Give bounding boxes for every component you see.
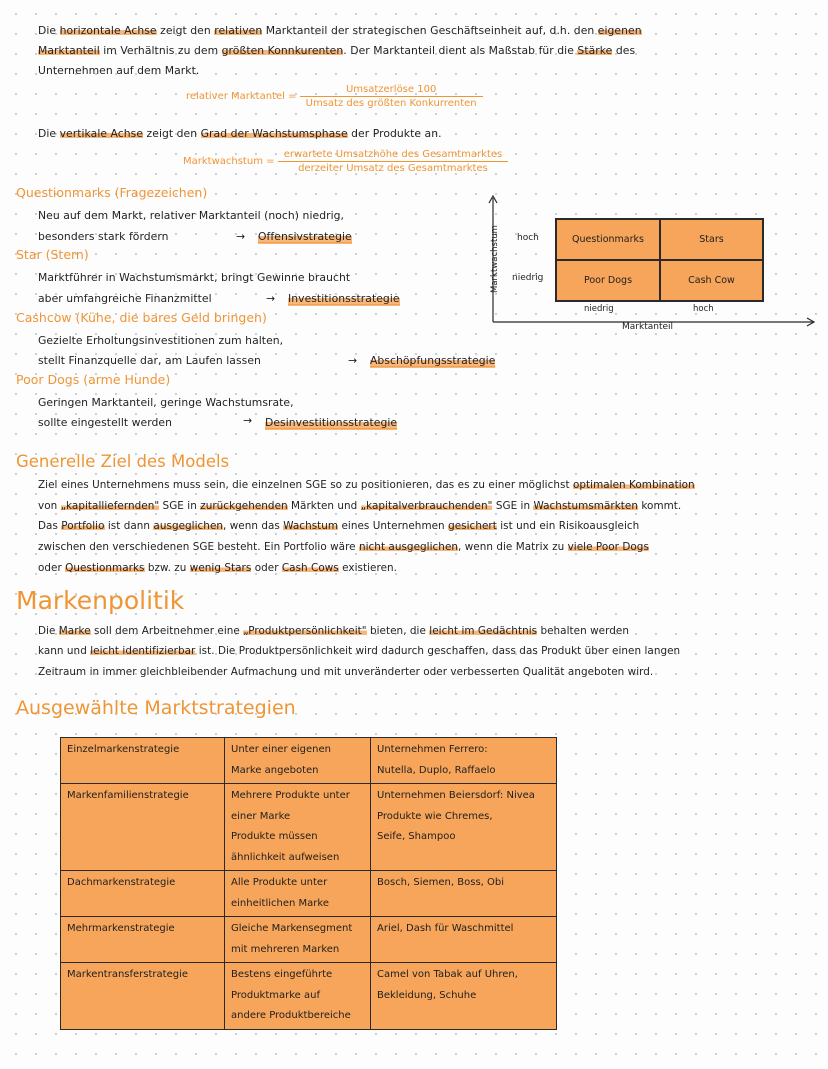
- category-title: Star (Stern): [16, 247, 89, 262]
- category-line: sollte eingestellt werden: [38, 416, 172, 429]
- example-line: Nutella, Duplo, Raffaelo: [377, 764, 496, 776]
- strategy-example: [371, 963, 557, 1030]
- description-line: Gleiche Markensegment: [231, 923, 353, 934]
- cell-cash-cow: Cash Cow: [660, 260, 763, 301]
- strategy-name: Markenfamilienstrategie: [61, 784, 225, 871]
- strategy-example: [371, 871, 557, 917]
- brand-line-3: Zeitraum in immer gleichbleibender Aufmachung und mit unveränderter oder verbesserten Qualität angeboten wird.: [38, 666, 654, 678]
- goal-heading: Generelle Ziel des Models: [16, 452, 230, 471]
- formula-2-denominator: derzeiter Umsatz des Gesamtmarktes: [298, 163, 488, 174]
- strategy-example: [371, 738, 557, 784]
- cell-poor-dogs: Poor Dogs: [556, 260, 660, 301]
- strategy-name: Einzelmarkenstrategie: [61, 738, 225, 784]
- arrow-icon: →: [348, 354, 358, 367]
- category-line: Marktführer in Wachstumsmarkt, bringt Gewinne braucht: [38, 271, 351, 284]
- category-line: aber umfangreiche Finanzmittel: [38, 292, 212, 305]
- arrow-icon: →: [266, 292, 276, 305]
- example-line: Unternehmen Beiersdorf: Nivea: [377, 790, 535, 801]
- cell-questionmarks: Questionmarks: [556, 219, 660, 260]
- description-line: Mehrere Produkte unter: [231, 790, 350, 801]
- example-line: Camel von Tabak auf Uhren,: [377, 969, 518, 980]
- description-line: Unter einer eigenen: [231, 744, 331, 755]
- goal-line-5: oder Questionmarks bzw. zu wenig Stars oder Cash Cows existieren.: [38, 562, 398, 574]
- example-line: Unternehmen Ferrero:: [377, 744, 488, 755]
- formula-2-numerator: erwartete Umsatzhöhe des Gesamtmarktes: [278, 148, 509, 162]
- brand-line-1: Die Marke soll dem Arbeitnehmer eine „Produktpersönlichkeit" bieten, die leicht im Gedächtnis behalten werden: [38, 625, 629, 637]
- table-row: [61, 917, 557, 963]
- description-line: ähnlichkeit aufweisen: [231, 851, 340, 863]
- category-strategy: Investitionsstrategie: [288, 289, 400, 309]
- row-label-low: niedrig: [512, 273, 544, 283]
- formula-market-growth: [183, 148, 508, 175]
- category-line: Gezielte Erholtungsinvestitionen zum halten,: [38, 334, 284, 347]
- formula-2-label: Marktwachstum =: [183, 156, 275, 167]
- formula-1-denominator: Umsatz des größten Konkurrenten: [305, 98, 477, 109]
- strategy-name: Markentransferstrategie: [61, 963, 225, 1030]
- strategy-description: [225, 963, 371, 1030]
- category-line: Geringen Marktanteil, geringe Wachstumsrate,: [38, 396, 294, 409]
- goal-line-1: Ziel eines Unternehmens muss sein, die einzelnen SGE so zu positionieren, das es zu einer möglichst optimalen Kombination: [38, 479, 695, 491]
- strategy-description: [225, 917, 371, 963]
- strategy-description: [225, 871, 371, 917]
- example-line: Bekleidung, Schuhe: [377, 989, 477, 1001]
- description-line: Marke angeboten: [231, 764, 319, 776]
- description-line: Produkte müssen: [231, 831, 318, 842]
- description-line: mit mehreren Marken: [231, 943, 340, 955]
- formula-relative-market-share: [186, 83, 483, 110]
- intro-line-3: Unternehmen auf dem Markt.: [38, 64, 200, 77]
- strategy-description: [225, 784, 371, 871]
- strategies-heading: Ausgewählte Marktstrategien: [16, 697, 296, 719]
- table-row: [61, 871, 557, 917]
- table-row: [61, 963, 557, 1030]
- cell-stars: Stars: [660, 219, 763, 260]
- description-line: einheitlichen Marke: [231, 897, 329, 909]
- category-strategy: Offensivstrategie: [258, 227, 352, 247]
- strategy-name: Dachmarkenstrategie: [61, 871, 225, 917]
- category-title: Poor Dogs (arme Hunde): [16, 372, 171, 387]
- table-row: [61, 738, 557, 784]
- intro-line-1: Die horizontale Achse zeigt den relativen Marktanteil der strategischen Geschäftseinheit auf, d.h. den eigenen: [38, 24, 642, 37]
- arrow-icon: →: [243, 414, 253, 427]
- brand-line-2: kann und leicht identifizierbar ist. Die Produktpersönlichkeit wird dadurch geschaffen, dass das Produkt über einen langen: [38, 645, 681, 657]
- goal-line-3: Das Portfolio ist dann ausgeglichen, wenn das Wachstum eines Unternehmen gesichert ist und ein Risikoausgleich: [38, 520, 640, 532]
- col-label-low: niedrig: [584, 304, 614, 314]
- description-line: andere Produktbereiche: [231, 1010, 351, 1021]
- strategy-name: Mehrmarkenstrategie: [61, 917, 225, 963]
- brand-heading: Markenpolitik: [16, 586, 185, 615]
- description-line: Bestens eingeführte: [231, 969, 333, 980]
- row-label-high: hoch: [517, 233, 539, 243]
- category-strategy: Desinvestitionsstrategie: [265, 413, 397, 433]
- description-line: Produktmarke auf: [231, 989, 320, 1001]
- goal-line-4: zwischen den verschiedenen SGE besteht. Ein Portfolio wäre nicht ausgeglichen, wenn die Matrix zu viele Poor Dogs: [38, 541, 649, 553]
- description-line: Alle Produkte unter: [231, 877, 328, 888]
- category-title: Questionmarks (Fragezeichen): [16, 185, 208, 200]
- strategy-example: [371, 917, 557, 963]
- category-line: stellt Finanzquelle dar, am Laufen lassen: [38, 354, 261, 367]
- y-axis-label: Marktwachstum: [490, 225, 500, 293]
- example-line: Bosch, Siemen, Boss, Obi: [377, 877, 505, 888]
- formula-1-label: relativer Marktantel =: [186, 91, 297, 102]
- bcg-matrix: [555, 218, 764, 302]
- formula-1-numerator: Umsatzerlöse 100: [300, 83, 483, 97]
- strategy-description: [225, 738, 371, 784]
- strategies-table: [60, 737, 557, 1030]
- category-line: besonders stark fördern: [38, 230, 169, 243]
- x-axis-label: Marktanteil: [622, 322, 674, 332]
- category-line: Neu auf dem Markt, relativer Marktanteil (noch) niedrig,: [38, 209, 345, 222]
- category-strategy: Abschöpfungsstrategie: [370, 351, 495, 371]
- example-line: Ariel, Dash für Waschmittel: [377, 923, 514, 934]
- y-axis-label-wrap: [475, 225, 515, 293]
- arrow-icon: →: [236, 230, 246, 243]
- intro-line-2: Marktanteil im Verhältnis zu dem größten Konnkurenten. Der Marktanteil dient als Maßstab für die Stärke des: [38, 44, 636, 57]
- description-line: einer Marke: [231, 810, 291, 822]
- col-label-high: hoch: [693, 304, 714, 314]
- example-line: Produkte wie Chremes,: [377, 810, 493, 822]
- goal-line-2: von „kapitalliefernden" SGE in zurückgehenden Märkten und „kapitalverbrauchenden" SGE in Wachstumsmärkten kommt.: [38, 500, 682, 512]
- example-line: Seife, Shampoo: [377, 831, 456, 842]
- table-row: [61, 784, 557, 871]
- category-title: Cashcow (Kühe, die bares Geld bringen): [16, 310, 267, 325]
- strategy-example: [371, 784, 557, 871]
- intro-line-4: Die vertikale Achse zeigt den Grad der Wachstumsphase der Produkte an.: [38, 127, 442, 140]
